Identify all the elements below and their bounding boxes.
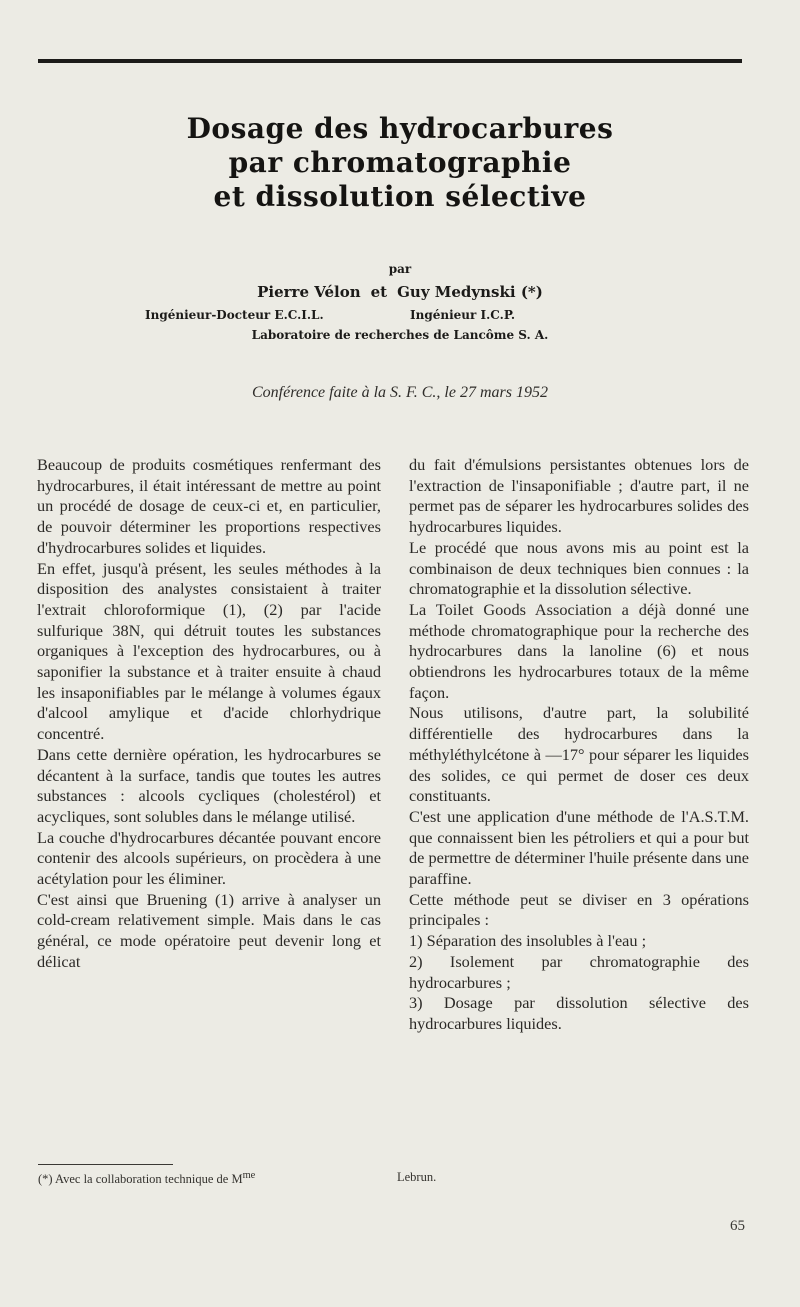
footnote-superscript: me (242, 1170, 256, 1181)
author-1-title: Ingénieur-Docteur E.C.I.L. (145, 308, 324, 322)
right-paragraph: du fait d'émulsions persistantes obtenues lors de l'extraction de l'insaponifiable ; d'autre part, il ne permet pas de séparer les hydrocarbures solides des hydrocarbures liquides. (409, 455, 749, 537)
left-paragraph: Dans cette dernière opération, les hydrocarbures se décantent à la surface, tandis que toutes les autres substances : alcools cycliques (cholestérol) et acycliques, sont solubles dans le mélange utilisé. (37, 744, 381, 826)
title-line-3: et dissolution sélective (213, 180, 587, 213)
right-paragraph: C'est une application d'une méthode de l'A.S.T.M. que connaissent bien les pétroliers et qui a pour but de permettre de déterminer l'huile présente dans une paraffine. (409, 806, 749, 889)
left-paragraph: C'est ainsi que Bruening (1) arrive à analyser un cold-cream relativement simple. Mais dans le cas général, ce mode opératoire peut devenir long et délicat (37, 889, 381, 971)
footnote-text-continued: Lebrun. (397, 1170, 437, 1184)
right-paragraph: Le procédé que nous avons mis au point est la combinaison de deux techniques bien connues : la chromatographie et la dissolution sélective. (409, 537, 749, 599)
right-list-item: 3) Dosage par dissolution sélective des hydrocarbures liquides. (409, 993, 749, 1033)
footnote-rule (38, 1164, 173, 1165)
right-list-item: 1) Séparation des insolubles à l'eau ; (409, 931, 647, 951)
top-rule (38, 59, 742, 63)
author-2-name: Guy Medynski (397, 283, 516, 301)
right-column (409, 455, 749, 1035)
conference-note: Conférence faite à la S. F. C., le 27 mars 1952 (252, 384, 548, 401)
left-paragraph: Beaucoup de produits cosmétiques renfermant des hydrocarbures, il était intéressant de mettre au point un procédé de dosage de ceux-ci et, en particulier, de pouvoir déterminer les proportions respectives d'hydrocarbures solides et liquides. (37, 455, 381, 557)
author-1-name: Pierre Vélon (257, 283, 361, 301)
left-column (37, 455, 381, 973)
authors-conjunction: et (370, 283, 388, 301)
title-line-2: par chromatographie (228, 146, 572, 179)
right-list-item: 2) Isolement par chromatographie des hydrocarbures ; (409, 951, 749, 992)
left-paragraph: En effet, jusqu'à présent, les seules méthodes à la disposition des analystes consistaient à traiter l'extrait chloroformique (1), (2) par l'acide sulfurique 38N, qui détruit toutes les substances organiques à l'exception des hydrocarbures, ou à saponifier la substance et à traiter ensuite à chaud les insaponifiables par le mélange à volumes égaux d'alcool amylique et d'acide chlorhydrique concentré. (37, 558, 381, 744)
title-line-1: Dosage des hydrocarbures (186, 112, 614, 145)
page-number: 65 (730, 1218, 745, 1234)
footnote-text: Avec la collaboration technique de M (55, 1172, 243, 1187)
footnote (38, 1170, 437, 1187)
author-2-title: Ingénieur I.C.P. (410, 308, 516, 322)
article-title (0, 112, 800, 214)
right-paragraph: La Toilet Goods Association a déjà donné une méthode chromatographique pour la recherche des hydrocarbures dans la lanoline (6) et nous obtiendrons les hydrocarbures totaux de la même façon. (409, 599, 749, 702)
left-paragraph: La couche d'hydrocarbures décantée pouvant encore contenir des alcools supérieurs, on procèdera à une acétylation pour les éliminer. (37, 827, 381, 889)
footnote-mark: (*) (38, 1172, 53, 1187)
author-footnote-mark: (*) (520, 283, 543, 301)
byline-par: par (388, 262, 412, 276)
authors-line (0, 283, 800, 301)
laboratory-affiliation: Laboratoire de recherches de Lancôme S. A. (251, 328, 549, 342)
right-paragraph: Cette méthode peut se diviser en 3 opérations principales : (409, 889, 749, 930)
right-paragraph: Nous utilisons, d'autre part, la solubilité différentielle des hydrocarbures dans la méthyléthylcétone à —17° pour séparer les liquides des solides, ce qui permet de doser ces deux constituants. (409, 703, 749, 806)
